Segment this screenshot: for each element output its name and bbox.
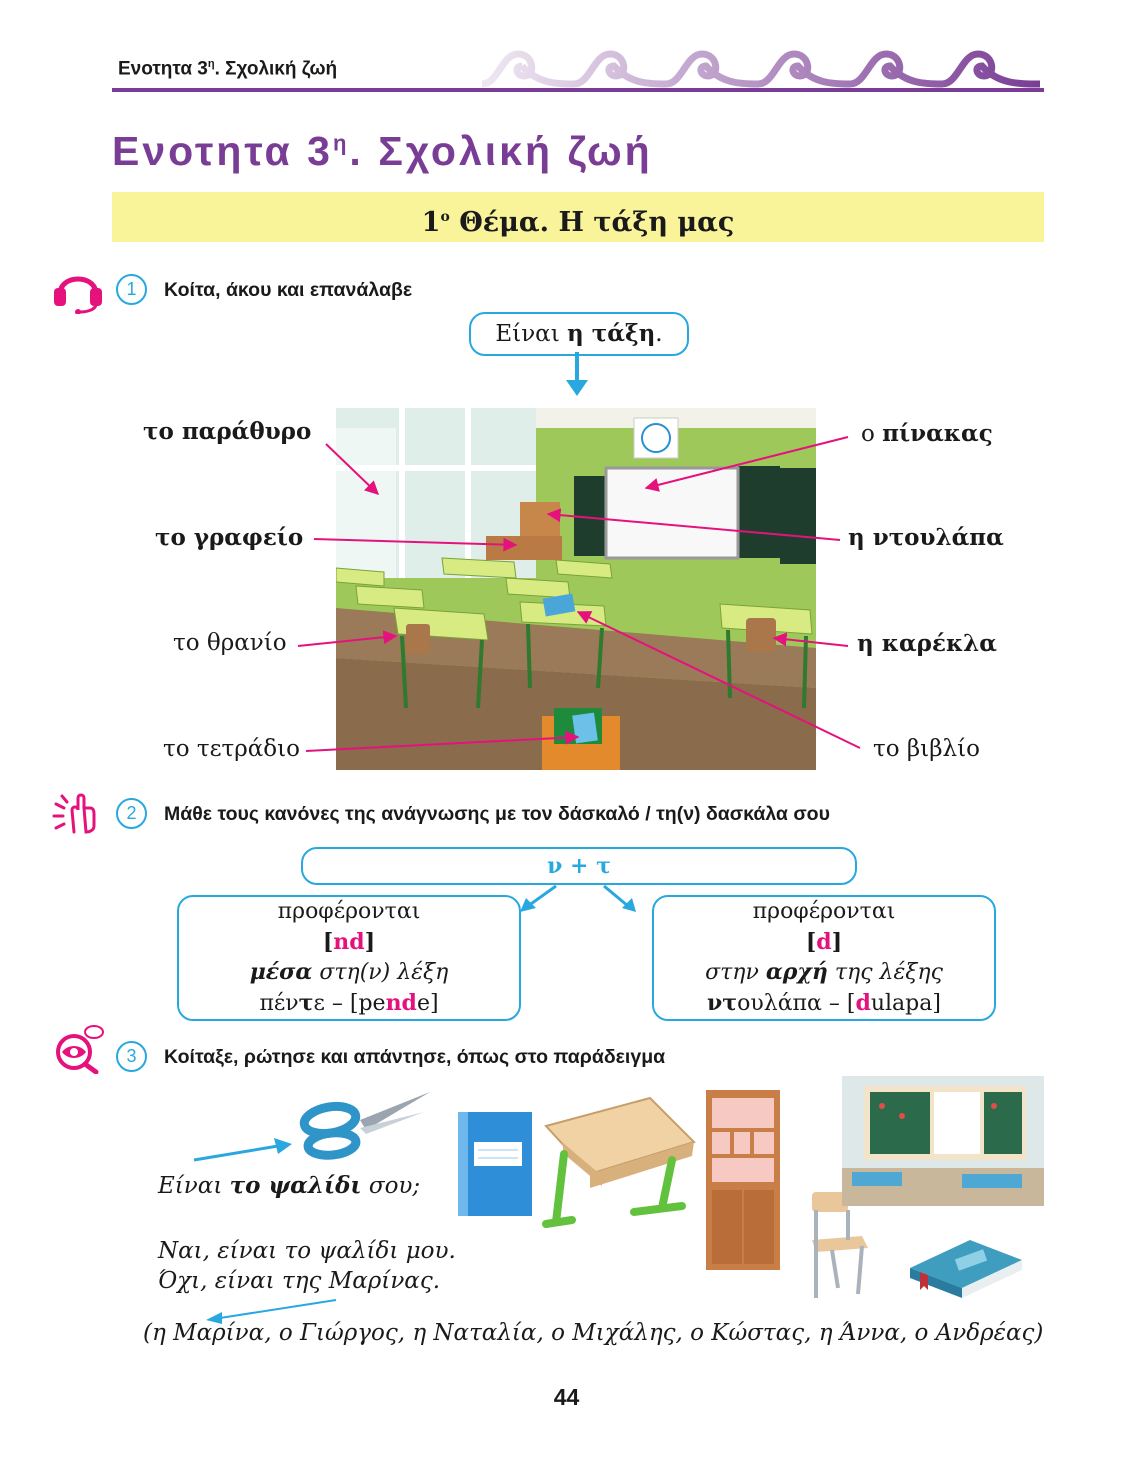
- label-book: το βιβλίο: [873, 736, 980, 762]
- exercise-3-title: Κοίταξε, ρώτησε και απάντησε, όπως στο παράδειγμα: [164, 1046, 666, 1068]
- label-cupboard: η ντουλάπα: [848, 524, 1004, 551]
- label-chair: η καρέκλα: [857, 630, 998, 657]
- school-desk-image: [542, 1090, 696, 1232]
- label-notebook: το τετράδιο: [163, 736, 301, 762]
- label-school-desk: το θρανίο: [173, 630, 287, 656]
- exercise-number-2: 2: [116, 798, 147, 829]
- names-list: (η Μαρίνα, ο Γιώργος, η Ναταλία, ο Μιχάλης, ο Κώστας, η Άννα, ο Ανδρέας): [143, 1320, 1044, 1346]
- theme-title: $1^o$ Θέμα. Η τάξη μας: [421, 207, 735, 238]
- book-image: [906, 1238, 1024, 1300]
- exercise-1-title: Κοίτα, άκου και επανάλαβε: [164, 279, 413, 301]
- chair-image: [802, 1190, 872, 1302]
- scissors-image: [290, 1090, 432, 1160]
- rule-header-nt: ν + τ: [301, 847, 857, 885]
- label-board: ο πίνακας: [861, 420, 993, 447]
- board-photo: [842, 1076, 1044, 1206]
- page-number: 44: [553, 1384, 580, 1410]
- split-arrows-icon: [516, 880, 642, 916]
- cupboard-image: [706, 1090, 780, 1270]
- pointing-hand-icon: [52, 790, 98, 836]
- exercise-number-1: 1: [116, 274, 147, 305]
- rule-box-middle: προφέρονται [nd] μέσα στη(ν) λέξη πέντε – [pende]: [177, 895, 521, 1021]
- callout-classroom: Είναι η τάξη.: [469, 312, 689, 356]
- running-header: Ενοτητα $3^\eta$. Σχολική ζωή: [118, 58, 338, 80]
- label-window: το παράθυρο: [143, 418, 312, 445]
- notebook-image: [458, 1112, 532, 1216]
- rule-box-start: προφέρονται [d] στην αρχή της λέξης ντουλάπα – [dulapa]: [652, 895, 996, 1021]
- question-line: Είναι το ψαλίδι σου;: [158, 1172, 421, 1199]
- exercise-2-title: Μάθε τους κανόνες της ανάγνωσης με τον δάσκαλό / τη(ν) δασκάλα σου: [164, 803, 830, 825]
- answer-yes-line: Ναι, είναι το ψαλίδι μου.: [158, 1238, 456, 1264]
- page-title: Ενοτητα $3^\eta$. Σχολική ζωή: [112, 128, 653, 174]
- eye-magnifier-icon: [52, 1024, 104, 1074]
- label-teacher-desk: το γραφείο: [155, 524, 304, 551]
- answer-no-line: Όχι, είναι της Μαρίνας.: [158, 1268, 441, 1294]
- arrow-to-scissors-icon: [192, 1134, 302, 1164]
- exercise-number-3: 3: [116, 1041, 147, 1072]
